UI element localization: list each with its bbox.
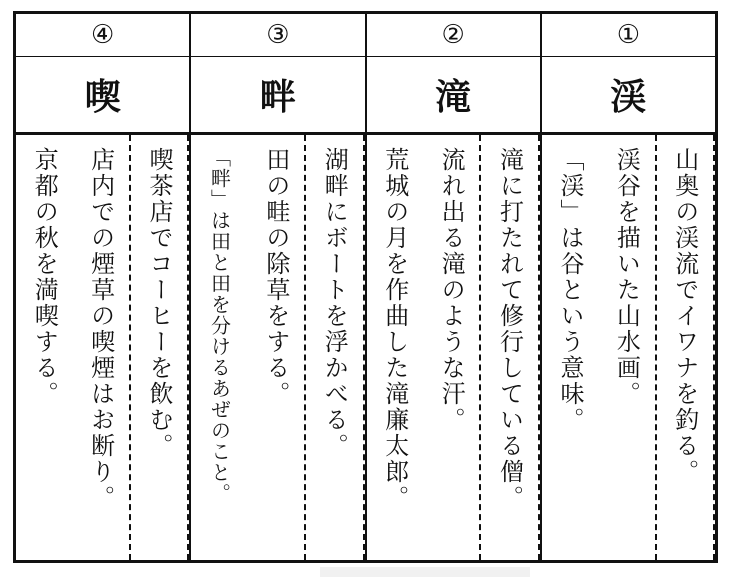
sentence-column: [72, 135, 130, 560]
kanji-cell-1: [542, 56, 715, 132]
example-sentence: 山奥の渓流でイワナを釣る。: [670, 147, 699, 485]
sentence-column: [248, 135, 306, 560]
number-cell-3: [191, 14, 366, 56]
sentence-column: [542, 135, 598, 560]
sentence-group-2: [367, 135, 542, 560]
example-sentence: 「渓」は谷という意味。: [555, 147, 584, 433]
kanji-cell-4: [16, 56, 191, 132]
worksheet-table: [13, 11, 718, 563]
sentence-column: [191, 135, 247, 560]
sentence-column: [16, 135, 72, 560]
sentence-column: [598, 135, 656, 560]
example-sentence: 荒城の月を作曲した滝廉太郎。: [380, 147, 409, 511]
sentence-column: [131, 135, 189, 560]
example-sentence: 滝に打たれて修行している僧。: [495, 147, 524, 511]
kanji-label: 渓: [610, 76, 647, 118]
sentence-column: [366, 135, 422, 560]
example-sentence: 喫茶店でコーヒーを飲む。: [145, 147, 174, 459]
kanji-cell-3: [191, 56, 366, 132]
number-row: [16, 14, 715, 57]
example-sentence: 田の畦の除草をする。: [261, 147, 290, 407]
example-sentence: 流れ出る滝のような汗。: [437, 147, 466, 433]
kanji-row: [16, 56, 715, 135]
kanji-label: 畔: [259, 76, 296, 118]
example-sentence: 京都の秋を満喫する。: [30, 147, 59, 407]
sentence-group-4: [16, 135, 191, 560]
kanji-label: 滝: [435, 76, 472, 118]
sentence-column: [306, 135, 364, 560]
number-cell-1: [542, 14, 715, 56]
example-sentence: 渓谷を描いた山水画。: [612, 147, 641, 407]
sentence-area: [16, 135, 715, 560]
example-sentence: 「畔」は田と田を分けるあぜのこと。: [207, 147, 232, 504]
kanji-label: 喫: [84, 76, 121, 118]
sentence-column: [423, 135, 481, 560]
number-label: ③: [266, 20, 290, 50]
sentence-column: [481, 135, 539, 560]
sentence-column: [657, 135, 715, 560]
sentence-group-3: [191, 135, 366, 560]
number-label: ①: [616, 20, 641, 50]
number-label: ④: [90, 20, 115, 50]
number-cell-2: [367, 14, 542, 56]
faint-footer-mark: [320, 567, 530, 577]
number-label: ②: [441, 20, 465, 50]
kanji-cell-2: [367, 56, 542, 132]
example-sentence: 店内での煙草の喫煙はお断り。: [86, 147, 115, 511]
example-sentence: 湖畔にボートを浮かべる。: [320, 147, 349, 459]
number-cell-4: [16, 14, 191, 56]
sentence-group-1: [542, 135, 715, 560]
